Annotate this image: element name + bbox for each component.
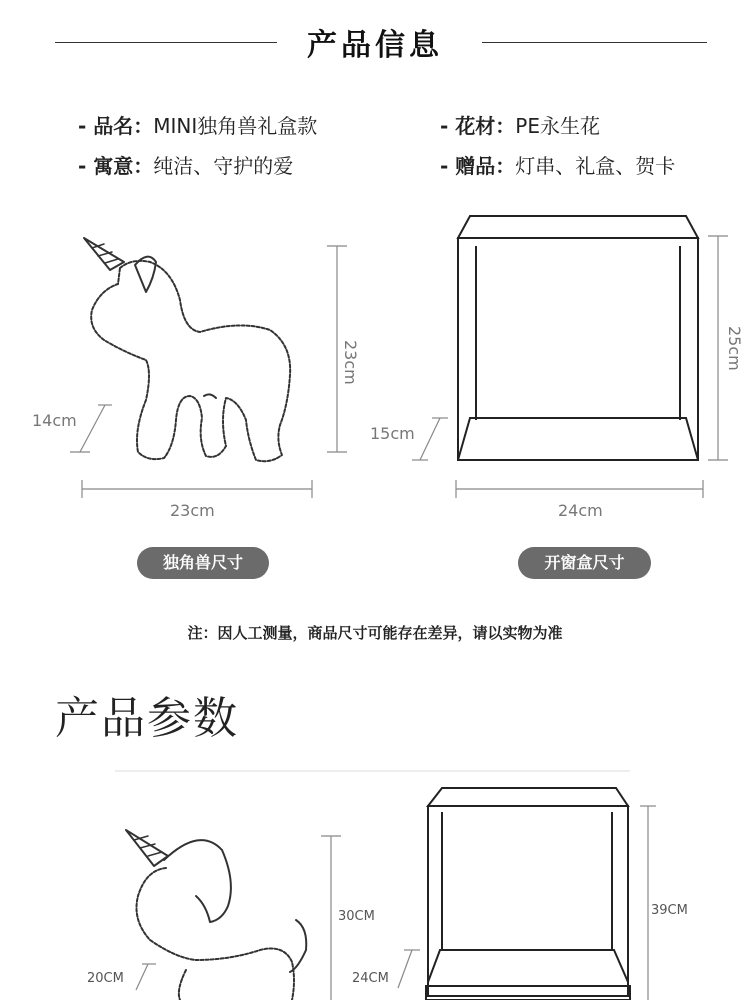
box-bottom-height-label: 39CM <box>651 903 688 918</box>
info-gift-value: 灯串、礼盒、贺卡 <box>515 154 676 178</box>
info-gift-label: - 赠品： <box>440 154 516 178</box>
window-box-bottom-icon <box>426 788 630 1000</box>
box-size-caption: 开窗盒尺寸 <box>518 547 651 579</box>
box-width-label: 24cm <box>558 501 603 520</box>
info-name-label: - 品名： <box>78 114 154 138</box>
info-meaning-label: - 寓意： <box>78 154 154 178</box>
unicorn-width-label: 23cm <box>170 501 215 520</box>
box-bottom-depth-label: 24CM <box>352 971 389 986</box>
unicorn-height-label: 23cm <box>341 340 360 385</box>
box-bottom-depth-dim <box>398 950 420 988</box>
window-box-icon <box>458 216 698 460</box>
unicorn-size-caption: 独角兽尺寸 <box>137 547 269 579</box>
measurement-note: 注：因人工测量，商品尺寸可能存在差异，请以实物为准 <box>187 624 563 642</box>
info-name-value: MINI独角兽礼盒款 <box>153 114 318 138</box>
box-depth-label: 15cm <box>370 424 415 443</box>
unicorn-bottom-depth-label: 20CM <box>87 971 124 986</box>
box-depth-dim <box>412 418 448 460</box>
info-meaning-value: 纯洁、守护的爱 <box>153 154 294 178</box>
unicorn-outline-icon <box>84 238 290 461</box>
section-title-product-info: 产品信息 <box>307 28 443 63</box>
box-height-label: 25cm <box>725 326 744 371</box>
section-title-product-params: 产品参数 <box>55 693 239 744</box>
unicorn-depth-label: 14cm <box>32 411 77 430</box>
info-material-value: PE永生花 <box>515 114 600 138</box>
unicorn-bottom-outline-icon <box>126 830 306 1000</box>
unicorn-width-dim <box>82 480 312 498</box>
box-width-dim <box>456 480 703 498</box>
unicorn-bottom-depth-dim <box>136 964 156 990</box>
unicorn-bottom-height-label: 30CM <box>338 909 375 924</box>
info-material-label: - 花材： <box>440 114 516 138</box>
